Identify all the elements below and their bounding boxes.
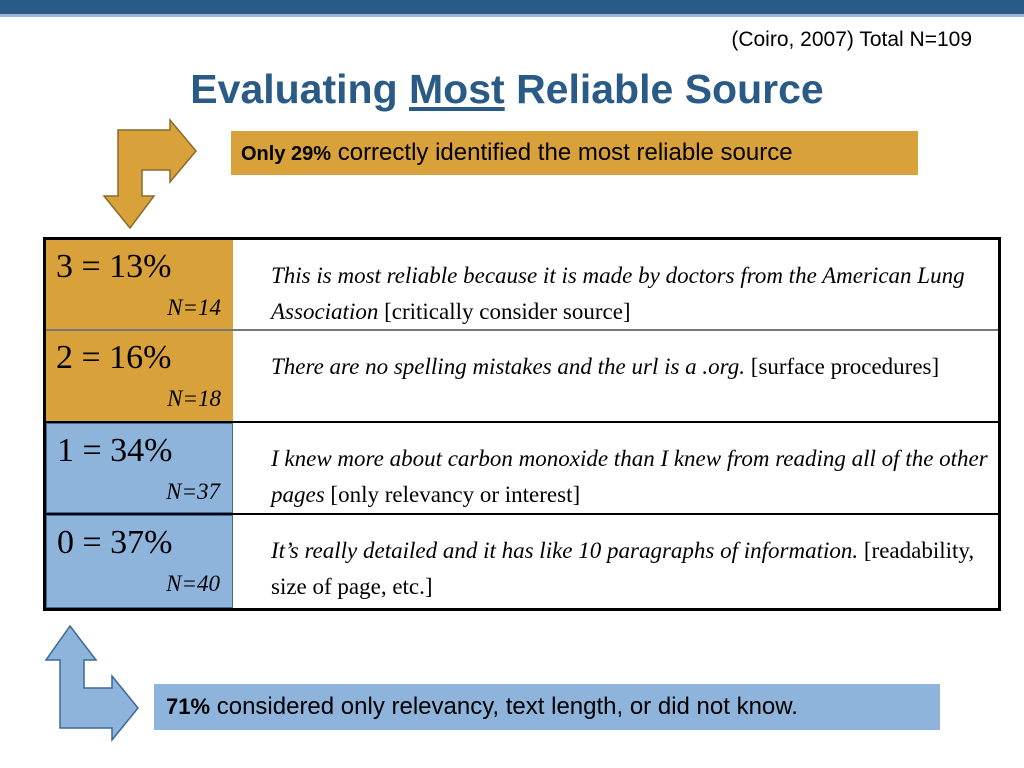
response-category: [surface procedures]: [745, 354, 940, 379]
table-row: [46, 423, 998, 515]
orange-bent-arrow-icon: [98, 118, 200, 232]
sample-count: N=14: [167, 295, 221, 320]
student-quote: There are no spelling mistakes and the url is a .org.: [271, 354, 746, 379]
title-suffix: Reliable Source: [504, 66, 824, 112]
results-table: [43, 237, 1001, 611]
score-cell: [46, 240, 233, 329]
callout-bottom-text: considered only relevancy, text length, or did not know.: [210, 693, 798, 720]
top-banner-rule: [0, 14, 1024, 17]
top-banner: [0, 0, 1024, 14]
student-quote: It’s really detailed and it has like 10 paragraphs of information.: [271, 538, 859, 563]
score-cell: [46, 423, 233, 513]
table-row: [46, 515, 998, 608]
score-value: 3 = 13%: [56, 248, 172, 285]
response-cell: [271, 258, 991, 330]
callout-correct-percentage: [231, 131, 918, 175]
response-category: [readability, size of page, etc.]: [271, 538, 975, 599]
student-quote: I knew more about carbon monoxide than I knew from reading all of the other pages: [271, 446, 988, 507]
blue-bent-arrow-icon: [40, 624, 142, 754]
callout-top-text: correctly identified the most reliable source: [331, 139, 793, 166]
response-category: [critically consider source]: [378, 299, 631, 324]
table-row: [46, 331, 998, 423]
response-category: [only relevancy or interest]: [324, 482, 581, 507]
callout-bottom-highlight: 71%: [166, 694, 211, 719]
score-value: 2 = 16%: [56, 339, 172, 376]
response-cell: [271, 533, 991, 605]
student-quote: This is most reliable because it is made by doctors from the American Lung Association: [271, 263, 965, 324]
slide-title: [0, 66, 1014, 113]
response-cell: [271, 441, 991, 513]
title-prefix: Evaluating: [190, 66, 410, 112]
score-value: 1 = 34%: [57, 432, 173, 469]
citation: (Coiro, 2007) Total N=109: [731, 28, 972, 51]
table-row: [46, 240, 998, 331]
score-cell: [46, 515, 233, 608]
sample-count: N=37: [166, 479, 220, 504]
score-value: 0 = 37%: [57, 524, 173, 561]
callout-incorrect-percentage: [154, 684, 940, 730]
sample-count: N=18: [167, 386, 221, 411]
sample-count: N=40: [166, 571, 220, 596]
score-cell: [46, 331, 233, 421]
title-underlined-word: Most: [409, 66, 505, 112]
response-cell: [271, 349, 991, 385]
callout-top-highlight: Only 29%: [241, 143, 332, 165]
